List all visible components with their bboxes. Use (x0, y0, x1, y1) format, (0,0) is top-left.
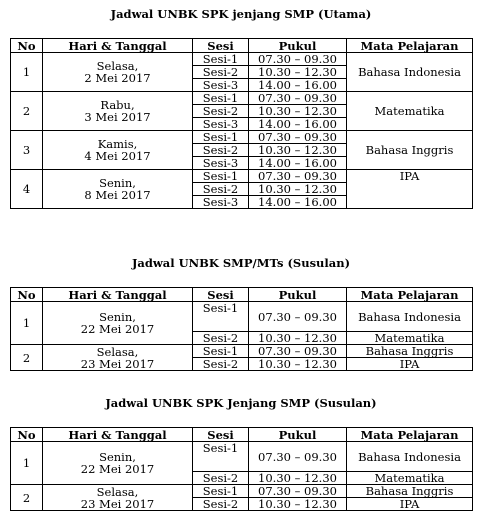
header-pukul: Pukul (249, 39, 347, 53)
pukul-cell: 07.30 – 09.30 (249, 442, 347, 472)
header-no: No (11, 288, 43, 302)
sesi-cell: Sesi-1 (193, 92, 249, 105)
header-sesi: Sesi (193, 288, 249, 302)
pukul-cell: 07.30 – 09.30 (249, 345, 347, 358)
sesi-cell: Sesi-2 (193, 183, 249, 196)
date-full: 23 Mei 2017 (80, 496, 155, 511)
sesi-cell: Sesi-3 (193, 157, 249, 170)
pukul-cell: 07.30 – 09.30 (249, 92, 347, 105)
table-row (11, 92, 473, 105)
header-date: Hari & Tanggal (43, 288, 193, 302)
sesi-cell: Sesi-1 (193, 485, 249, 498)
pukul-cell: 14.00 – 16.00 (249, 157, 347, 170)
pukul-cell: 07.30 – 09.30 (249, 53, 347, 66)
row-no: 1 (11, 302, 43, 345)
header-date: Hari & Tanggal (43, 428, 193, 442)
sesi-cell: Sesi-1 (193, 442, 249, 472)
subject-cell: Bahasa Inggris (347, 131, 473, 170)
subject-cell: Bahasa Inggris (347, 345, 473, 358)
header-date: Hari & Tanggal (43, 39, 193, 53)
date-full: 3 Mei 2017 (84, 110, 151, 124)
sesi-cell: Sesi-3 (193, 118, 249, 131)
date-day: Senin, (99, 176, 136, 190)
row-no: 2 (11, 485, 43, 511)
section-title-spk-susulan: Jadwal UNBK SPK Jenjang SMP (Susulan) (105, 396, 377, 410)
date-day: Rabu, (100, 98, 135, 112)
date-day: Selasa, (96, 59, 139, 73)
sesi-cell: Sesi-1 (193, 170, 249, 183)
pukul-cell: 14.00 – 16.00 (249, 79, 347, 92)
sesi-cell: Sesi-3 (193, 196, 249, 209)
section-title-smp-mts-susulan: Jadwal UNBK SMP/MTs (Susulan) (131, 256, 351, 270)
pukul-cell: 10.30 – 12.30 (249, 144, 347, 157)
pukul-cell: 07.30 – 09.30 (249, 131, 347, 144)
schedule-table-smp-mts-susulan (10, 287, 473, 371)
sesi-cell: Sesi-2 (193, 66, 249, 79)
sesi-cell: Sesi-1 (193, 131, 249, 144)
header-sesi: Sesi (193, 428, 249, 442)
row-date (43, 53, 193, 92)
sesi-cell: Sesi-2 (193, 105, 249, 118)
row-date (43, 92, 193, 131)
header-subject: Mata Pelajaran (347, 39, 473, 53)
table-row (11, 53, 473, 66)
schedule-table-utama (10, 38, 473, 209)
pukul-cell: 07.30 – 09.30 (249, 485, 347, 498)
table-row (11, 485, 473, 498)
row-date (43, 170, 193, 209)
pukul-cell: 07.30 – 09.30 (249, 170, 347, 183)
subject-cell: Bahasa Indonesia (347, 302, 473, 332)
date-full: 22 Mei 2017 (80, 462, 155, 476)
pukul-cell: 14.00 – 16.00 (249, 118, 347, 131)
table-header-row (11, 39, 473, 53)
header-pukul: Pukul (249, 428, 347, 442)
subject-cell: Matematika (347, 332, 473, 345)
table-row (11, 131, 473, 144)
sesi-cell: Sesi-1 (193, 345, 249, 358)
header-subject: Mata Pelajaran (347, 428, 473, 442)
date-full: 2 Mei 2017 (84, 71, 151, 85)
pukul-cell: 14.00 – 16.00 (249, 196, 347, 209)
row-date (43, 442, 193, 485)
subject-cell: IPA (347, 170, 473, 209)
date-full: 8 Mei 2017 (84, 188, 151, 202)
sesi-cell: Sesi-2 (193, 144, 249, 157)
date-day: Senin, (99, 450, 136, 464)
pukul-cell: 10.30 – 12.30 (249, 472, 347, 485)
date-day: Selasa, (96, 484, 139, 499)
header-sesi: Sesi (193, 39, 249, 53)
table-row (11, 345, 473, 358)
pukul-cell: 10.30 – 12.30 (249, 183, 347, 196)
table-row (11, 442, 473, 472)
date-day: Senin, (99, 310, 136, 324)
header-no: No (11, 39, 43, 53)
row-no: 4 (11, 170, 43, 209)
row-date (43, 131, 193, 170)
pukul-cell: 10.30 – 12.30 (249, 332, 347, 345)
date-full: 4 Mei 2017 (84, 149, 151, 163)
subject-cell: IPA (347, 498, 473, 511)
sesi-cell: Sesi-3 (193, 79, 249, 92)
row-date (43, 302, 193, 345)
header-subject: Mata Pelajaran (347, 288, 473, 302)
pukul-cell: 07.30 – 09.30 (249, 302, 347, 332)
header-no: No (11, 428, 43, 442)
row-no: 2 (11, 345, 43, 371)
date-full: 22 Mei 2017 (80, 322, 155, 336)
section-title-utama: Jadwal UNBK SPK jenjang SMP (Utama) (110, 7, 372, 21)
date-day: Selasa, (96, 344, 139, 359)
sesi-cell: Sesi-1 (193, 302, 249, 332)
table-row (11, 302, 473, 332)
subject-cell: Bahasa Indonesia (347, 53, 473, 92)
subject-cell: IPA (347, 358, 473, 371)
schedule-table-spk-susulan (10, 427, 473, 511)
sesi-cell: Sesi-2 (193, 498, 249, 511)
row-no: 2 (11, 92, 43, 131)
header-pukul: Pukul (249, 288, 347, 302)
pukul-cell: 10.30 – 12.30 (249, 66, 347, 79)
date-full: 23 Mei 2017 (80, 356, 155, 371)
pukul-cell: 10.30 – 12.30 (249, 498, 347, 511)
row-no: 1 (11, 442, 43, 485)
sesi-cell: Sesi-2 (193, 472, 249, 485)
subject-cell: Bahasa Inggris (347, 485, 473, 498)
table-header-row (11, 288, 473, 302)
pukul-cell: 10.30 – 12.30 (249, 105, 347, 118)
table-header-row (11, 428, 473, 442)
table-row (11, 170, 473, 183)
row-date (43, 345, 193, 371)
date-day: Kamis, (97, 137, 138, 151)
row-date (43, 485, 193, 511)
subject-cell: Bahasa Indonesia (347, 442, 473, 472)
row-no: 1 (11, 53, 43, 92)
subject-cell: Matematika (347, 472, 473, 485)
sesi-cell: Sesi-1 (193, 53, 249, 66)
subject-cell: Matematika (347, 92, 473, 131)
pukul-cell: 10.30 – 12.30 (249, 358, 347, 371)
row-no: 3 (11, 131, 43, 170)
sesi-cell: Sesi-2 (193, 332, 249, 345)
sesi-cell: Sesi-2 (193, 358, 249, 371)
